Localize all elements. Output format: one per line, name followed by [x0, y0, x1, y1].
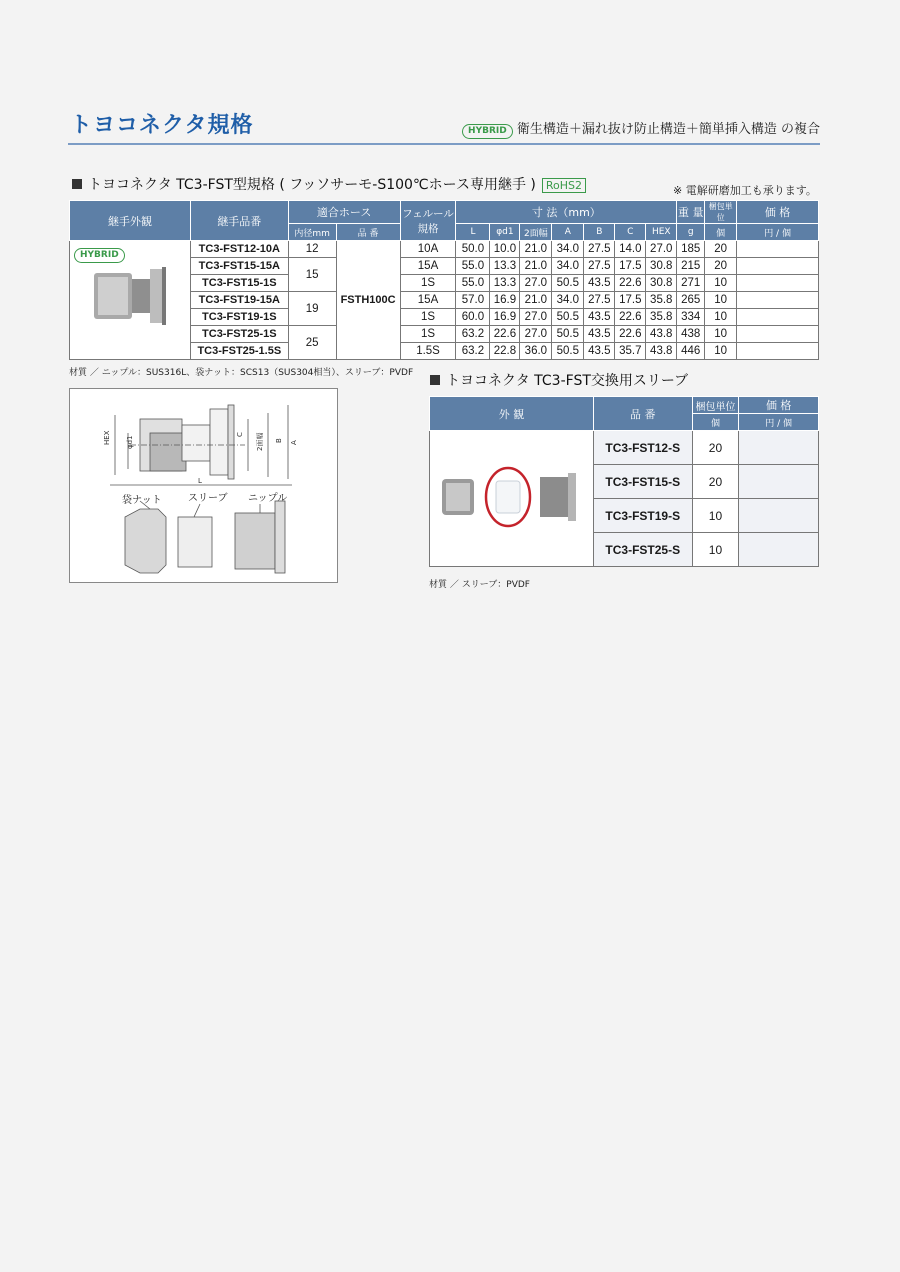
cell-b: 27.5	[584, 292, 615, 309]
cell-w2: 27.0	[520, 309, 552, 326]
cell-pack: 10	[705, 343, 737, 360]
col-pack-unit: 個	[692, 414, 739, 431]
part-number: TC3-FST12-S	[593, 431, 692, 465]
col-price: 価 格	[737, 201, 819, 224]
cell-b: 43.5	[584, 343, 615, 360]
page-title: トヨコネクタ規格	[70, 113, 254, 138]
cell-l: 63.2	[456, 326, 490, 343]
cell-ferrule: 1S	[400, 275, 456, 292]
cell-g: 446	[677, 343, 705, 360]
square-bullet-icon	[430, 375, 440, 385]
cell-c: 35.7	[615, 343, 646, 360]
dim-label-b: B	[275, 438, 283, 443]
pack-quantity: 10	[692, 533, 739, 567]
cell-ferrule: 1S	[400, 326, 456, 343]
col-appearance: 継手外観	[70, 201, 191, 241]
price-cell	[739, 533, 819, 567]
hose-id: 12	[288, 241, 336, 258]
col-dims: 寸 法（mm）	[456, 201, 677, 224]
cell-g: 265	[677, 292, 705, 309]
part-number: TC3-FST25-1.5S	[190, 343, 288, 360]
price-cell	[739, 499, 819, 533]
cell-l: 60.0	[456, 309, 490, 326]
cell-hex: 35.8	[646, 292, 677, 309]
technical-drawing	[69, 388, 338, 583]
section1-material: 材質 ／ ニップル：SUS316L、袋ナット：SCS13（SUS304相当）、スリーブ：PVDF	[69, 368, 414, 378]
cell-g: 438	[677, 326, 705, 343]
part-number: TC3-FST19-1S	[190, 309, 288, 326]
sleeve-table	[429, 396, 819, 567]
price-cell	[739, 465, 819, 499]
dim-label-c: C	[236, 432, 244, 437]
hose-part-number: FSTH100C	[336, 241, 400, 360]
price-cell	[737, 326, 819, 343]
cell-pack: 10	[705, 309, 737, 326]
title-divider	[68, 143, 820, 145]
cell-w2: 27.0	[520, 275, 552, 292]
cell-l: 55.0	[456, 258, 490, 275]
section2-material: 材質 ／ スリーブ：PVDF	[429, 580, 530, 590]
cell-a: 50.5	[552, 275, 584, 292]
cell-pack: 20	[705, 241, 737, 258]
col-dim-hex: HEX	[646, 224, 677, 241]
col-weight-unit: g	[677, 224, 705, 241]
cell-d1: 10.0	[490, 241, 520, 258]
col-ferrule: フェルール規格	[400, 201, 456, 241]
cell-g: 185	[677, 241, 705, 258]
col-dim-l: L	[456, 224, 490, 241]
part-number: TC3-FST15-S	[593, 465, 692, 499]
table-row	[430, 431, 819, 465]
dim-label-d1: φd1	[126, 435, 134, 449]
cell-c: 17.5	[615, 292, 646, 309]
rohs-badge: RoHS2	[542, 178, 586, 193]
cell-pack: 10	[705, 275, 737, 292]
col-price: 価 格	[739, 397, 819, 414]
cell-l: 57.0	[456, 292, 490, 309]
part-number: TC3-FST19-S	[593, 499, 692, 533]
cell-l: 63.2	[456, 343, 490, 360]
cell-d1: 16.9	[490, 309, 520, 326]
dim-label-hex: HEX	[103, 430, 111, 445]
part-number: TC3-FST19-15A	[190, 292, 288, 309]
cell-ferrule: 1S	[400, 309, 456, 326]
cell-ferrule: 15A	[400, 292, 456, 309]
cell-d1: 13.3	[490, 275, 520, 292]
cell-a: 34.0	[552, 241, 584, 258]
price-cell	[737, 241, 819, 258]
cell-w2: 21.0	[520, 241, 552, 258]
cell-d1: 22.6	[490, 326, 520, 343]
price-cell	[737, 275, 819, 292]
col-pack-unit: 個	[705, 224, 737, 241]
price-cell	[737, 343, 819, 360]
sleeve-photo-cell	[430, 431, 594, 567]
hose-id: 15	[288, 258, 336, 292]
cell-b: 27.5	[584, 258, 615, 275]
col-pack: 梱包単位	[705, 201, 737, 224]
cell-b: 27.5	[584, 241, 615, 258]
spec-table	[69, 200, 819, 360]
cell-hex: 30.8	[646, 275, 677, 292]
col-hose-pn: 品 番	[336, 224, 400, 241]
col-dim-b: B	[584, 224, 615, 241]
col-price-unit: 円 / 個	[737, 224, 819, 241]
cell-hex: 27.0	[646, 241, 677, 258]
dim-label-a: A	[290, 440, 298, 445]
price-cell	[737, 309, 819, 326]
cell-w2: 21.0	[520, 258, 552, 275]
cell-a: 50.5	[552, 309, 584, 326]
cell-hex: 30.8	[646, 258, 677, 275]
col-price-unit: 円 / 個	[739, 414, 819, 431]
cell-hex: 43.8	[646, 343, 677, 360]
cell-pack: 20	[705, 258, 737, 275]
subtitle-text: 衛生構造＋漏れ抜け防止構造＋簡単挿入構造 の複合	[516, 122, 820, 137]
hybrid-badge: HYBRID	[462, 124, 513, 139]
cell-a: 50.5	[552, 326, 584, 343]
cell-ferrule: 10A	[400, 241, 456, 258]
part-label-sleeve: スリーブ	[188, 493, 228, 504]
part-label-nut: 袋ナット	[122, 495, 162, 506]
cell-w2: 36.0	[520, 343, 552, 360]
hybrid-badge: HYBRID	[74, 248, 125, 263]
cell-g: 334	[677, 309, 705, 326]
part-number: TC3-FST12-10A	[190, 241, 288, 258]
connector-photo-cell	[70, 241, 191, 360]
col-weight: 重 量	[677, 201, 705, 224]
col-pack: 梱包単位	[692, 397, 739, 414]
cell-b: 43.5	[584, 326, 615, 343]
hose-id: 19	[288, 292, 336, 326]
pack-quantity: 10	[692, 499, 739, 533]
cell-c: 17.5	[615, 258, 646, 275]
pack-quantity: 20	[692, 431, 739, 465]
cell-d1: 22.8	[490, 343, 520, 360]
cell-c: 14.0	[615, 241, 646, 258]
section1-note: ※ 電解研磨加工も承ります。	[673, 184, 817, 197]
sleeve-photo	[436, 457, 586, 537]
cell-g: 271	[677, 275, 705, 292]
col-dim-a: A	[552, 224, 584, 241]
section1-heading: トヨコネクタ TC3-FST型規格 ( フッソサーモ-S100℃ホース専用継手 ) RoHS2	[72, 174, 586, 194]
square-bullet-icon	[72, 179, 82, 189]
connector-photo	[80, 263, 180, 331]
hose-id: 25	[288, 326, 336, 360]
cell-c: 22.6	[615, 275, 646, 292]
price-cell	[737, 292, 819, 309]
cell-b: 43.5	[584, 275, 615, 292]
page-subtitle	[462, 118, 820, 139]
cell-hex: 43.8	[646, 326, 677, 343]
cell-c: 22.6	[615, 326, 646, 343]
col-hose-id: 内径mm	[288, 224, 336, 241]
col-hose: 適合ホース	[288, 201, 400, 224]
part-label-nipple: ニップル	[248, 493, 288, 504]
cell-l: 55.0	[456, 275, 490, 292]
cell-a: 50.5	[552, 343, 584, 360]
part-number: TC3-FST15-15A	[190, 258, 288, 275]
cell-b: 43.5	[584, 309, 615, 326]
cell-d1: 13.3	[490, 258, 520, 275]
cell-a: 34.0	[552, 292, 584, 309]
dim-label-w2: 2面幅	[256, 432, 264, 451]
connector-drawing-svg	[70, 389, 337, 582]
cell-l: 50.0	[456, 241, 490, 258]
cell-pack: 10	[705, 326, 737, 343]
col-appearance: 外 観	[430, 397, 594, 431]
cell-ferrule: 1.5S	[400, 343, 456, 360]
cell-d1: 16.9	[490, 292, 520, 309]
col-part-no: 品 番	[593, 397, 692, 431]
cell-a: 34.0	[552, 258, 584, 275]
part-number: TC3-FST15-1S	[190, 275, 288, 292]
cell-ferrule: 15A	[400, 258, 456, 275]
section2-heading: トヨコネクタ TC3-FST交換用スリーブ	[430, 370, 688, 390]
dim-label-l: L	[198, 477, 202, 485]
col-dim-c: C	[615, 224, 646, 241]
table-row	[70, 241, 819, 258]
price-cell	[737, 258, 819, 275]
col-part-no: 継手品番	[190, 201, 288, 241]
cell-pack: 10	[705, 292, 737, 309]
pack-quantity: 20	[692, 465, 739, 499]
part-number: TC3-FST25-S	[593, 533, 692, 567]
col-dim-d1: φd1	[490, 224, 520, 241]
cell-g: 215	[677, 258, 705, 275]
col-dim-w2: 2面幅	[520, 224, 552, 241]
price-cell	[739, 431, 819, 465]
cell-hex: 35.8	[646, 309, 677, 326]
part-number: TC3-FST25-1S	[190, 326, 288, 343]
cell-w2: 27.0	[520, 326, 552, 343]
cell-c: 22.6	[615, 309, 646, 326]
cell-w2: 21.0	[520, 292, 552, 309]
